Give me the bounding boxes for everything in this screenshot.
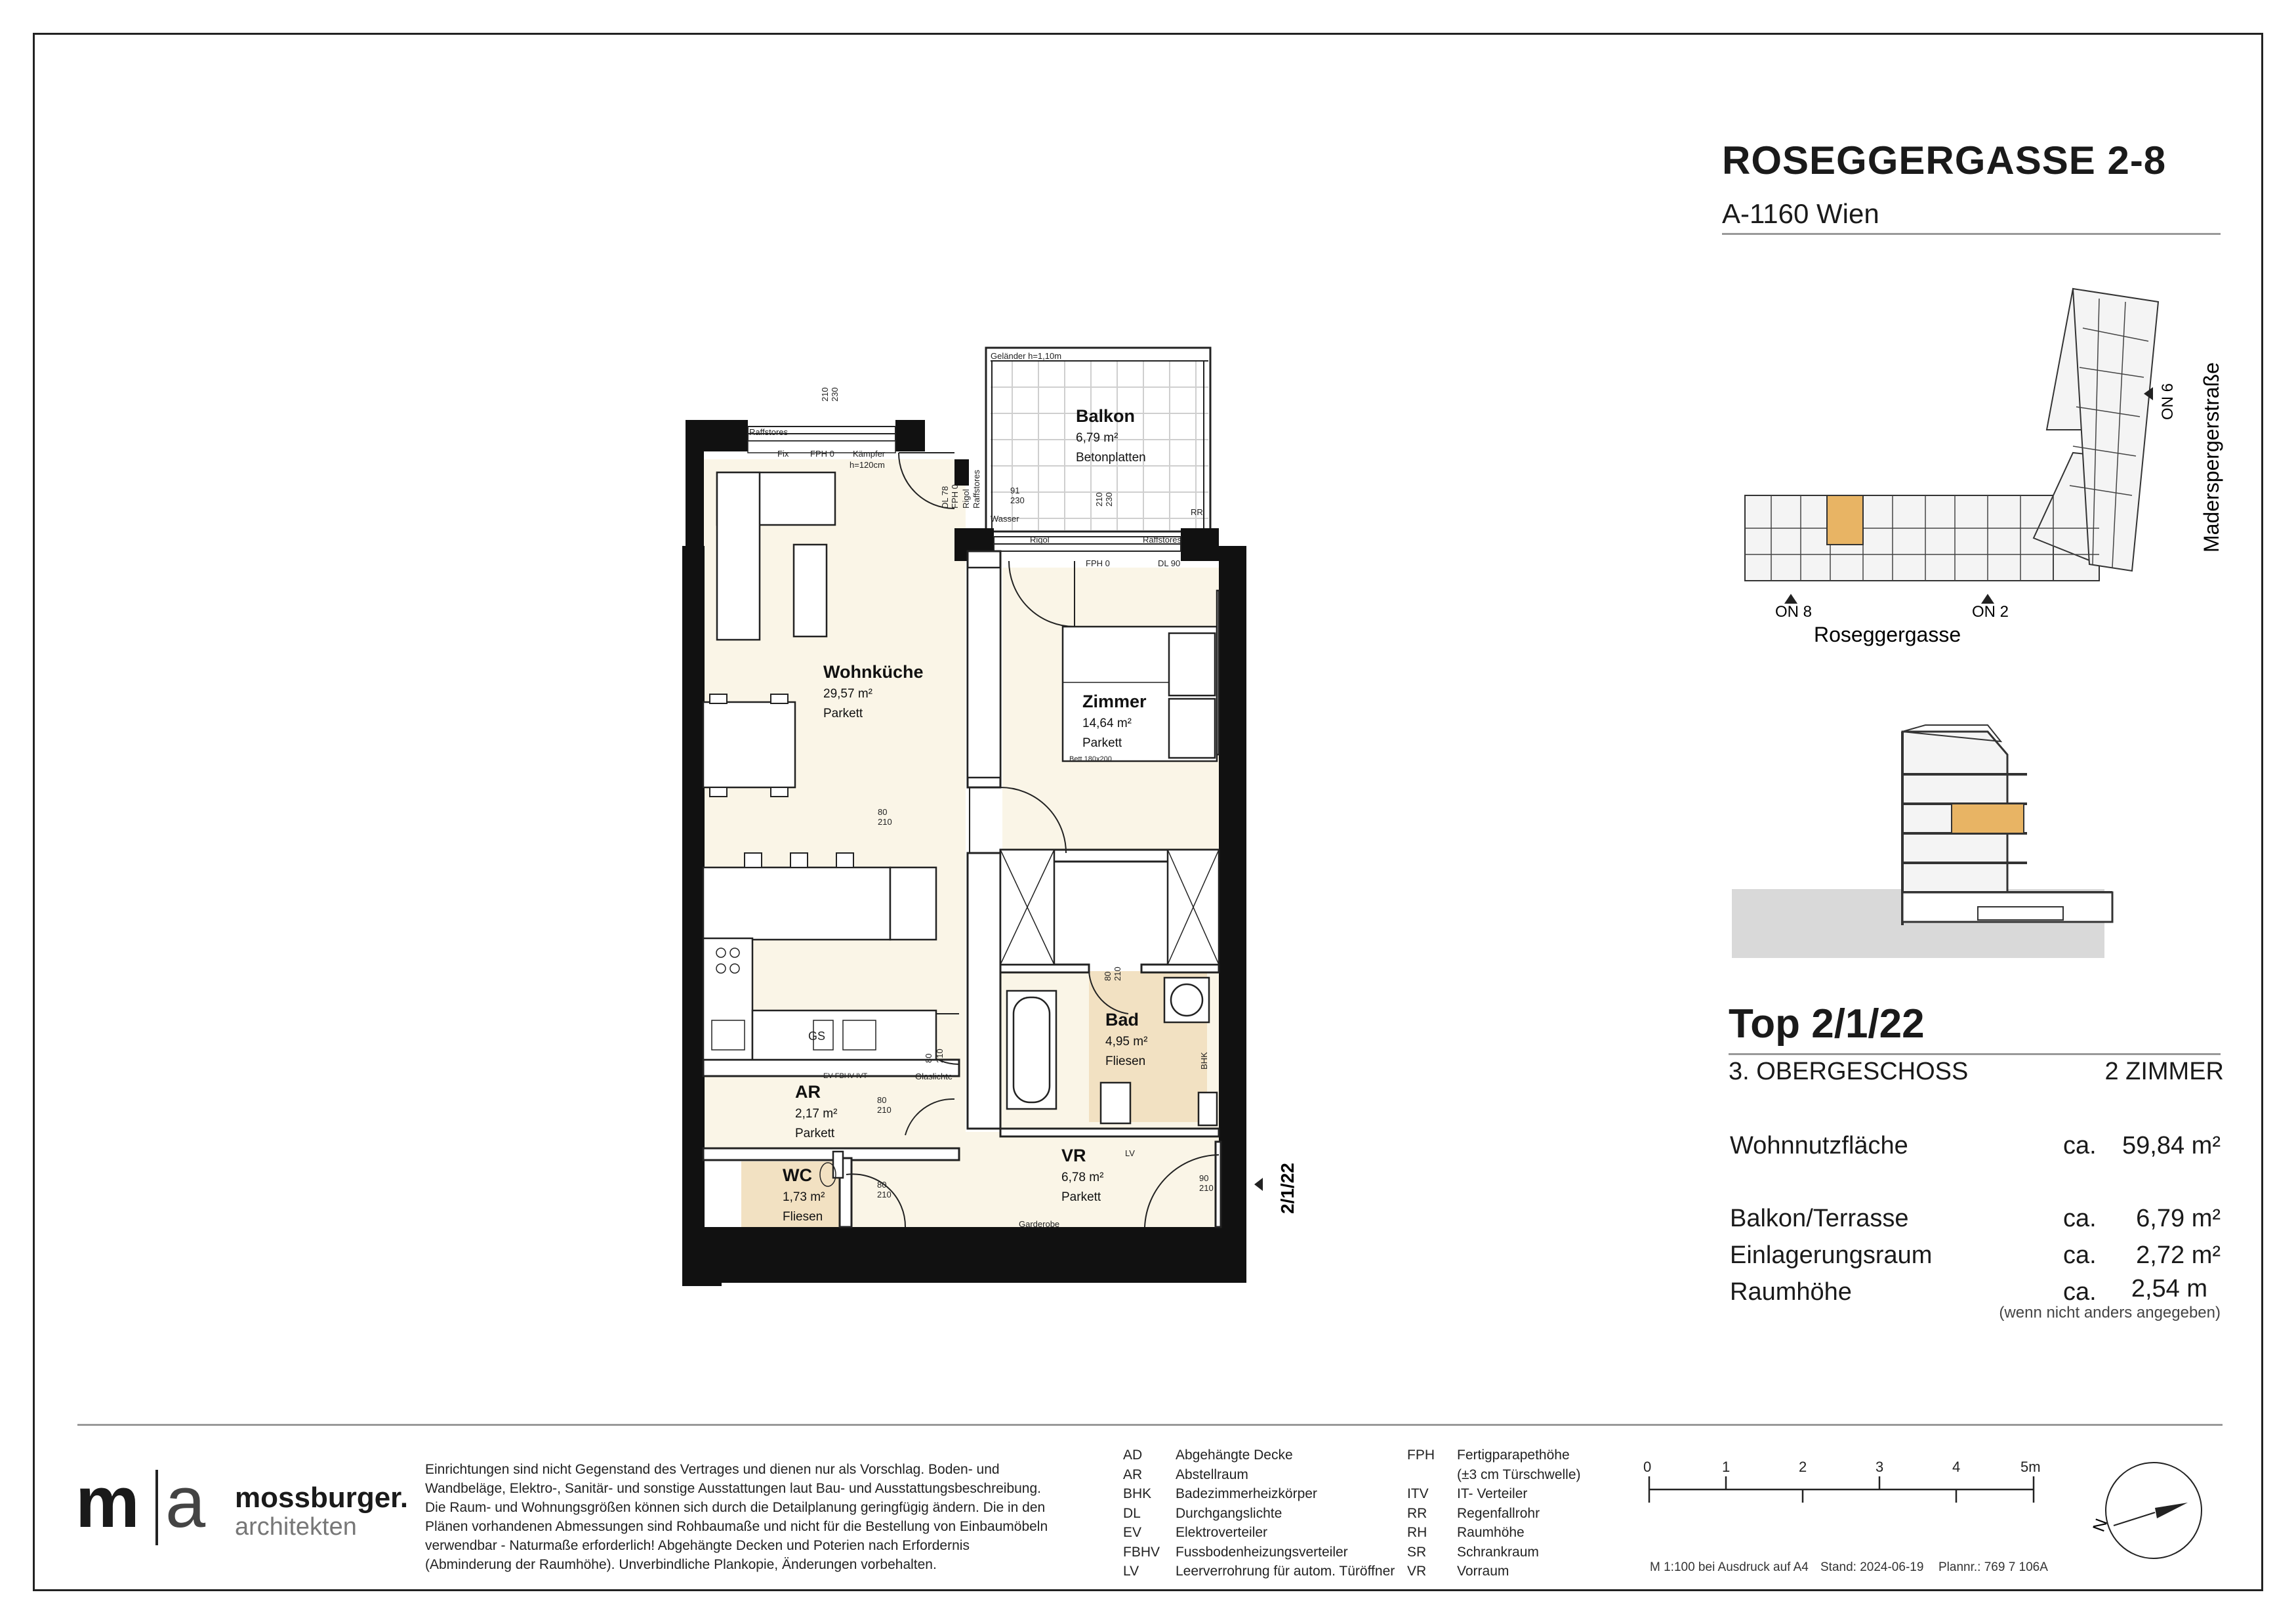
room-name-zimmer: Zimmer	[1082, 692, 1147, 711]
scale-labels	[1643, 1459, 2041, 1475]
entrance-on2: ON 2	[1972, 603, 2009, 621]
svg-text:Wasser: Wasser	[991, 514, 1019, 524]
svg-text:Glaslichte: Glaslichte	[915, 1072, 953, 1081]
room-floor-bad: Fliesen	[1105, 1054, 1146, 1068]
stand-date: Stand: 2024-06-19	[1820, 1560, 1924, 1574]
svg-text:RR: RR	[1191, 507, 1203, 517]
svg-text:N: N	[2088, 1516, 2112, 1535]
logo-a: a	[165, 1462, 206, 1543]
room-area-zimmer: 14,64 m²	[1082, 717, 1132, 730]
unit-floor: 3. OBERGESCHOSS	[1729, 1058, 1969, 1085]
svg-text:90: 90	[1199, 1173, 1209, 1183]
svg-text:Rigol: Rigol	[1030, 535, 1050, 545]
svg-text:Geländer h=1,10m: Geländer h=1,10m	[991, 351, 1062, 361]
site-plan	[1745, 289, 2223, 646]
site-unit-highlight	[1827, 495, 1863, 545]
room-name-bad: Bad	[1105, 1010, 1139, 1030]
floor-plan	[682, 348, 1298, 1286]
room-name-wc: WC	[783, 1165, 812, 1185]
room-floor-ar: Parkett	[795, 1127, 835, 1140]
room-floor-wohnkueche: Parkett	[823, 707, 863, 720]
plan-number: Plannr.: 769 7 106A	[1938, 1560, 2048, 1574]
svg-text:80: 80	[878, 807, 888, 817]
svg-text:h=120cm: h=120cm	[850, 460, 885, 470]
room-name-wohnkueche: Wohnküche	[823, 662, 924, 682]
logo-divider	[155, 1470, 158, 1545]
svg-text:GS: GS	[808, 1030, 826, 1043]
svg-text:Rigol: Rigol	[961, 489, 971, 509]
legend-item: RH Raumhöhe	[1407, 1525, 1525, 1540]
room-name-ar: AR	[795, 1082, 821, 1102]
room-area-ar: 2,17 m²	[795, 1107, 838, 1121]
legend-item: DL Durchgangslichte	[1123, 1505, 1282, 1521]
scale-note: M 1:100 bei Ausdruck auf A4	[1650, 1560, 1809, 1574]
disclaimer-text: Einrichtungen sind nicht Gegenstand des Vertrages und dienen nur als Vorschlag. Boden- und Wandbeläge, Elektro-, Sanitär- und sonstige Ausstattungen laut Bau- und Ausstattungsbeschreibung. Die Raum- und Wohnungsgrößen können sich durch die Detailplanung geringfügig ändern. Die in den Plänen vorhandenen Abmessungen sind Rohbaumaße und nicht für die Bestellung von Einbaumöbeln verwendbar - Naturmaße erforderlich! Abgehängte Decken und Poterien nach Erfordernis (Abminderung der Raumhöhe). Unverbindliche Plankopie, Änderungen vorbehalten.	[425, 1462, 1048, 1572]
svg-text:210: 210	[1113, 967, 1122, 981]
room-floor-vr: Parkett	[1061, 1190, 1101, 1204]
svg-text:FPH 0: FPH 0	[1086, 558, 1110, 568]
figure-label-raumhoehe: Raumhöhe	[1730, 1278, 1852, 1306]
legend-right	[1407, 1446, 1581, 1581]
svg-text:210: 210	[935, 1049, 945, 1063]
svg-text:230: 230	[1010, 495, 1025, 505]
svg-text:210: 210	[820, 387, 830, 402]
svg-text:LV: LV	[1125, 1148, 1135, 1158]
unit-rule	[1729, 1053, 2221, 1055]
svg-text:1: 1	[1722, 1459, 1731, 1475]
room-area-wohnkueche: 29,57 m²	[823, 687, 872, 701]
svg-text:DL 90: DL 90	[1158, 558, 1181, 568]
svg-text:80: 80	[924, 1053, 933, 1063]
room-area-wc: 1,73 m²	[783, 1190, 825, 1204]
svg-text:3: 3	[1876, 1459, 1884, 1475]
room-floor-wc: Fliesen	[783, 1210, 823, 1224]
room-area-vr: 6,78 m²	[1061, 1171, 1104, 1184]
street-right: Maderspergerstraße	[2200, 362, 2223, 552]
svg-text:210: 210	[1094, 492, 1104, 507]
legend-item: EV Elektroverteiler	[1123, 1525, 1268, 1540]
svg-text:DL 78: DL 78	[940, 486, 950, 509]
legend-item: LV Leerverrohrung für autom. Türöffner	[1123, 1564, 1395, 1579]
legend-item: RR Regenfallrohr	[1407, 1505, 1540, 1521]
svg-text:FPH 0: FPH 0	[950, 484, 960, 509]
legend-item: VR Vorraum	[1407, 1564, 1509, 1579]
svg-text:210: 210	[877, 1105, 892, 1115]
svg-text:Raffstores: Raffstores	[749, 427, 789, 437]
svg-text:Garderobe: Garderobe	[1019, 1219, 1060, 1229]
legend-item: BHK Badezimmerheizkörper	[1123, 1486, 1317, 1501]
scale-bar	[1649, 1476, 2034, 1503]
legend-item: (±3 cm Türschwelle)	[1457, 1467, 1581, 1482]
company-sub: architekten	[235, 1513, 357, 1541]
legend-item: FPH Fertigparapethöhe	[1407, 1447, 1570, 1463]
unit-top: Top 2/1/22	[1729, 1001, 1925, 1047]
entrance-on8: ON 8	[1775, 603, 1813, 621]
footer-rule	[77, 1424, 2223, 1426]
figure-value-raumhoehe: 2,54 m	[2131, 1275, 2207, 1302]
figure-value-balkon: 6,79 m²	[2136, 1205, 2221, 1232]
svg-text:Kämpfer: Kämpfer	[853, 449, 886, 459]
vr-floor	[846, 1132, 1219, 1227]
figure-ca: ca.	[2063, 1241, 2097, 1269]
legend-item: FBHV Fussbodenheizungsverteiler	[1123, 1544, 1348, 1560]
height-note: (wenn nicht anders angegeben)	[1999, 1304, 2221, 1322]
room-floor-zimmer: Parkett	[1082, 736, 1122, 750]
legend-item: SR Schrankraum	[1407, 1544, 1539, 1560]
room-floor-balkon: Betonplatten	[1076, 451, 1146, 465]
room-area-balkon: 6,79 m²	[1076, 431, 1118, 445]
svg-text:EV FBHV IVT: EV FBHV IVT	[823, 1072, 868, 1080]
plan-unit-code: 2/1/22	[1277, 1163, 1298, 1214]
room-name-vr: VR	[1061, 1146, 1086, 1165]
svg-text:210: 210	[1199, 1183, 1214, 1193]
svg-text:210: 210	[878, 817, 892, 827]
room-area-bad: 4,95 m²	[1105, 1035, 1148, 1049]
street-bottom: Roseggergasse	[1814, 623, 1961, 646]
legend-item: AD Abgehängte Decke	[1123, 1447, 1293, 1463]
room-name-balkon: Balkon	[1076, 406, 1136, 426]
figure-ca: ca.	[2063, 1132, 2097, 1159]
svg-text:0: 0	[1643, 1459, 1652, 1475]
company-name: mossburger.	[235, 1482, 409, 1514]
svg-text:80: 80	[877, 1095, 887, 1105]
figure-label-einlagerungsraum: Einlagerungsraum	[1730, 1241, 1933, 1269]
legend-item: AR Abstellraum	[1123, 1467, 1248, 1482]
svg-text:Bett 180x200: Bett 180x200	[1069, 755, 1112, 763]
svg-text:4: 4	[1952, 1459, 1961, 1475]
svg-text:210: 210	[877, 1190, 892, 1199]
legend-left	[1123, 1446, 1395, 1581]
figure-value-einlagerungsraum: 2,72 m²	[2136, 1241, 2221, 1269]
svg-text:91: 91	[1010, 486, 1020, 495]
svg-text:Raffstores: Raffstores	[972, 469, 981, 509]
svg-text:Raffstores: Raffstores	[1143, 535, 1182, 545]
entrance-arrow	[1254, 1178, 1263, 1191]
figure-ca: ca.	[2063, 1278, 2097, 1306]
logo-m: m	[75, 1462, 137, 1543]
legend-item: ITV IT- Verteiler	[1407, 1486, 1528, 1501]
figure-value-wohnnutzflaeche: 59,84 m²	[2122, 1132, 2221, 1159]
svg-text:80: 80	[1103, 971, 1113, 981]
building-section	[1732, 725, 2112, 958]
svg-text:80: 80	[877, 1180, 887, 1190]
svg-text:Fix: Fix	[777, 449, 789, 459]
figure-label-wohnnutzflaeche: Wohnnutzfläche	[1730, 1132, 1908, 1159]
north-arrow-icon	[2089, 1463, 2202, 1558]
svg-text:BHK: BHK	[1199, 1052, 1209, 1070]
svg-text:2: 2	[1799, 1459, 1807, 1475]
entrance-on6: ON 6	[2159, 383, 2177, 420]
svg-text:230: 230	[1104, 492, 1114, 507]
project-title: ROSEGGERGASSE 2-8	[1722, 138, 2167, 182]
figure-label-balkon: Balkon/Terrasse	[1730, 1205, 1909, 1232]
figure-ca: ca.	[2063, 1205, 2097, 1232]
svg-text:5m: 5m	[2020, 1459, 2041, 1475]
project-address: A-1160 Wien	[1722, 198, 1879, 229]
svg-text:230: 230	[830, 387, 840, 402]
svg-text:FPH 0: FPH 0	[810, 449, 834, 459]
unit-rooms: 2 ZIMMER	[2104, 1058, 2224, 1085]
